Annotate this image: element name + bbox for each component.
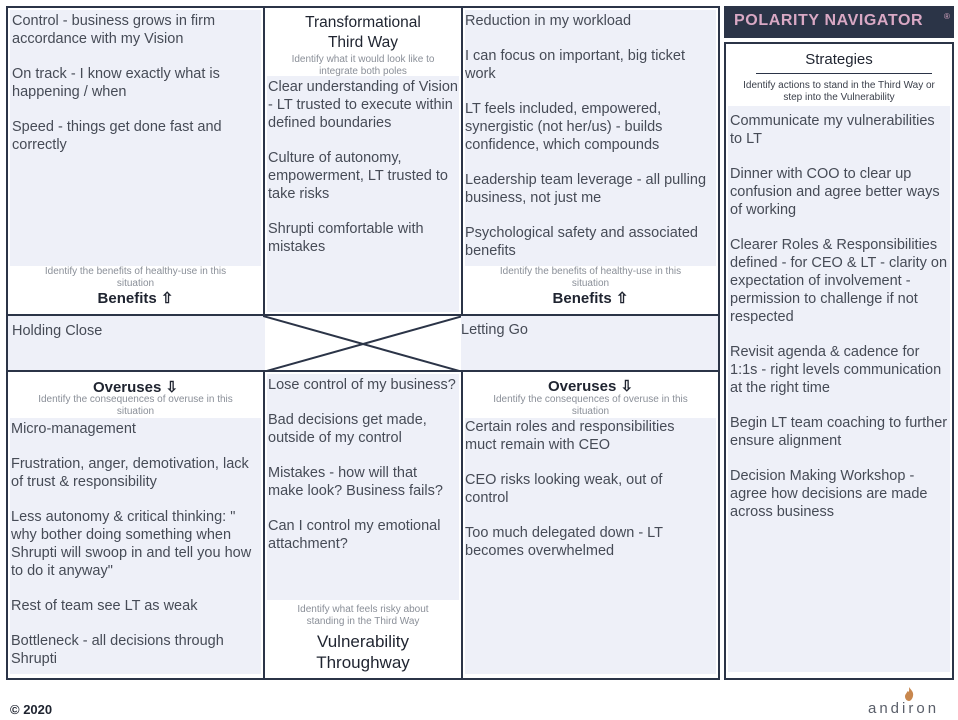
list-item: Micro-management	[11, 421, 136, 437]
list-item: Bad decisions get made, outside of my control	[268, 412, 427, 446]
right-benefits-list	[465, 12, 717, 277]
list-item: Too much delegated down - LT becomes overwhelmed	[465, 525, 663, 559]
left-benefits-box	[6, 6, 265, 316]
list-item: Clear understanding of Vision - LT trusted to execute within defined boundaries	[268, 79, 458, 131]
strategies-underline	[756, 73, 932, 74]
strategies-box	[724, 42, 954, 680]
left-benefits-heading: Benefits ⇧	[97, 290, 174, 307]
third-way-box	[263, 6, 463, 316]
list-item: Begin LT team coaching to further ensure alignment	[730, 415, 948, 449]
list-item: Culture of autonomy, empowerment, LT trusted to take risks	[268, 150, 448, 202]
right-benefits-box	[461, 6, 720, 316]
title-banner	[724, 6, 954, 38]
strategies-heading: Strategies	[805, 51, 873, 68]
third-way-list	[268, 78, 458, 273]
list-item: On track - I know exactly what is happening / when	[12, 66, 220, 100]
registered-mark: ®	[944, 12, 950, 21]
andiron-logo	[866, 686, 952, 718]
list-item: Communicate my vulnerabilities to LT	[730, 113, 935, 147]
left-benefits-list	[12, 12, 260, 171]
third-way-hint: Identify what it would look like to integrate both poles	[291, 54, 435, 77]
list-item: Clearer Roles & Responsibilities defined - for CEO & LT - clarity on expectation of involvement - permission to challenge if not respected	[730, 237, 948, 325]
list-item: Frustration, anger, demotivation, lack of trust & responsibility	[11, 456, 249, 490]
list-item: Leadership team leverage - all pulling business, not just me	[465, 172, 707, 206]
list-item: Shrupti comfortable with mistakes	[268, 221, 424, 255]
crossover-lines	[263, 316, 463, 372]
list-item: Psychological safety and associated benefits	[465, 225, 698, 259]
list-item: Lose control of my business?	[268, 377, 456, 393]
list-item: Bottleneck - all decisions through Shrupti	[11, 633, 224, 667]
vulnerability-list	[268, 376, 456, 570]
right-benefits-heading: Benefits ⇧	[552, 290, 629, 307]
third-way-heading: Transformational Third Way	[305, 14, 421, 51]
list-item: I can focus on important, big ticket work	[465, 48, 686, 82]
app-title: POLARITY NAVIGATOR	[734, 12, 924, 29]
right-benefits-hint: Identify the benefits of healthy-use in this situation	[499, 266, 682, 289]
list-item: Mistakes - how will that make look? Business fails?	[268, 465, 443, 499]
list-item: Decision Making Workshop - agree how decisions are made across business	[730, 468, 928, 520]
list-item: Reduction in my workload	[465, 13, 632, 29]
list-item: CEO risks looking weak, out of control	[465, 472, 663, 506]
list-item: Can I control my emotional attachment?	[268, 518, 441, 552]
strategies-hint: Identify actions to stand in the Third Way or step into the Vulnerability	[743, 80, 935, 103]
list-item: Control - business grows in firm accordance with my Vision	[12, 13, 216, 47]
left-overuses-hint: Identify the consequences of overuse in this situation	[38, 394, 233, 417]
list-item: Certain roles and responsibilities muct remain with CEO	[465, 419, 675, 453]
strategies-list	[730, 112, 948, 538]
right-overuses-hint: Identify the consequences of overuse in this situation	[493, 394, 688, 417]
list-item: Speed - things get done fast and correctly	[12, 119, 222, 153]
right-pole-label: Letting Go	[461, 322, 528, 338]
list-item: Revisit agenda & cadence for 1:1s - right levels communication at the right time	[730, 344, 942, 396]
vulnerability-hint: Identify what feels risky about standing in the Third Way	[297, 604, 429, 627]
left-pole-label: Holding Close	[12, 323, 103, 339]
right-overuses-heading: Overuses ⇩	[547, 378, 634, 395]
left-overuses-list	[11, 420, 261, 685]
left-overuses-box	[6, 370, 265, 680]
left-benefits-hint: Identify the benefits of healthy-use in this situation	[44, 266, 227, 289]
right-overuses-list	[465, 418, 705, 577]
list-item: Rest of team see LT as weak	[11, 598, 198, 614]
list-item: Less autonomy & critical thinking: " why bother doing something when Shrupti will swoop in and tell you how to do it anyway"	[11, 509, 252, 579]
vulnerability-heading: Vulnerability Throughway	[316, 632, 410, 672]
right-overuses-box	[461, 370, 720, 680]
copyright-text: © 2020	[10, 702, 53, 717]
list-item: LT feels included, empowered, synergistic (not her/us) - builds confidence, which compounds	[465, 101, 663, 153]
logo-text: andiron	[868, 700, 940, 717]
list-item: Dinner with COO to clear up confusion and agree better ways of working	[730, 166, 940, 218]
vulnerability-box	[263, 370, 463, 680]
left-overuses-heading: Overuses ⇩	[92, 379, 179, 396]
